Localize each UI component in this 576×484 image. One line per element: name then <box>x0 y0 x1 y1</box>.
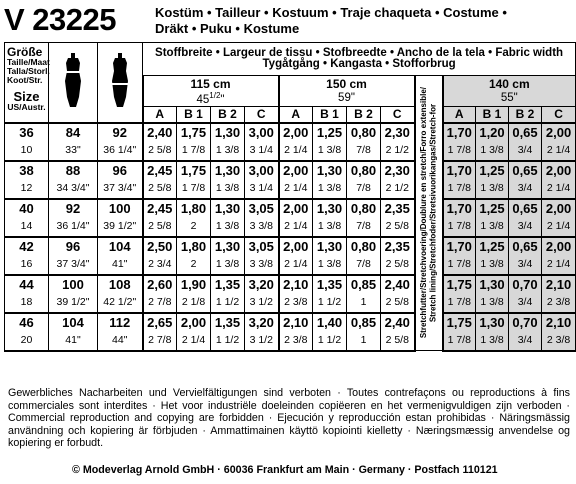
meters-115-c: 3,20 <box>245 313 279 332</box>
meters-140-c: 2,00 <box>542 237 576 256</box>
width-140-inch <box>443 92 576 107</box>
meters-115-c: 3,20 <box>245 275 279 294</box>
yards-140-c: 2 1/4 <box>542 256 576 275</box>
width-150-inch-unit: " <box>350 92 355 104</box>
meters-150-c: 2,40 <box>381 275 415 294</box>
yards-150-b2: 1 <box>347 332 381 351</box>
size-label: Size <box>13 89 40 104</box>
yards-140-a: 1 7/8 <box>443 256 476 275</box>
bust-cm: 96 <box>49 237 98 256</box>
size-us: 14 <box>5 218 49 237</box>
meters-150-b1: 1,35 <box>313 275 347 294</box>
meters-150-c: 2,30 <box>381 161 415 180</box>
groesse-label: Größe <box>7 45 43 59</box>
size-eu: 42 <box>5 237 49 256</box>
yards-115-c: 3 1/2 <box>245 332 279 351</box>
size-us: 10 <box>5 142 49 161</box>
meters-140-a: 1,70 <box>443 237 476 256</box>
yards-150-c: 2 5/8 <box>381 218 415 237</box>
meters-140-b1: 1,30 <box>476 313 509 332</box>
meters-150-a: 2,00 <box>279 123 313 142</box>
lining-label <box>419 87 438 338</box>
meters-150-b2: 0,85 <box>347 275 381 294</box>
yards-140-a: 1 7/8 <box>443 332 476 351</box>
meters-115-b1: 1,80 <box>177 199 211 218</box>
yards-140-b1: 1 3/8 <box>476 332 509 351</box>
bust-inch: 37 3/4" <box>49 256 98 275</box>
meters-150-c: 2,35 <box>381 237 415 256</box>
fabric-width-line2: Tygåtgång • Kangasta • Stofforbrug <box>262 58 456 70</box>
width-150-inch <box>279 92 415 107</box>
meters-140-a: 1,70 <box>443 161 476 180</box>
meters-150-c: 2,30 <box>381 123 415 142</box>
yards-150-a: 2 3/8 <box>279 332 313 351</box>
yards-115-b1: 2 1/8 <box>177 294 211 313</box>
size-us: 20 <box>5 332 49 351</box>
hip-cm: 92 <box>98 123 143 142</box>
yards-115-a: 2 3/4 <box>143 256 177 275</box>
meters-140-a: 1,75 <box>443 313 476 332</box>
yards-115-b1: 2 1/4 <box>177 332 211 351</box>
width-140-inch-unit: " <box>513 92 518 104</box>
garment-names-line1: Kostüm • Tailleur • Kostuum • Traje chaqueta • Costume • <box>155 5 507 20</box>
meters-150-c: 2,35 <box>381 199 415 218</box>
yards-150-b2: 7/8 <box>347 142 381 161</box>
column-head-140-a: A <box>443 107 476 123</box>
copyright-notice: Gewerbliches Nacharbeiten und Vervielfältigungen sind verboten · Toutes contrefaçons ou reproductions à fins commerciales sont interdites · Het voor industriële doeleinden copiëeren en het vermenigvuldigen zijn verboden · Commercial reproduction and copying are forbidden · Ejecución y reproducción estan prohibidas · Näringsmässig användning och kopiering är förbjuden · Ammattimainen käyttö kopiointi kielletty · Næringsmæssig anvendelse og kopiering er forbudt. <box>8 387 570 450</box>
width-115-inch <box>143 92 279 107</box>
bust-inch: 41" <box>49 332 98 351</box>
meters-115-c: 3,05 <box>245 199 279 218</box>
meters-115-b2: 1,35 <box>211 275 245 294</box>
yards-150-b1: 1 1/2 <box>313 332 347 351</box>
column-head-150-a: A <box>279 107 313 123</box>
meters-140-a: 1,70 <box>443 199 476 218</box>
meters-115-a: 2,40 <box>143 123 177 142</box>
yards-140-c: 2 1/4 <box>542 180 576 199</box>
size-row-42-metric <box>5 237 576 256</box>
yards-140-a: 1 7/8 <box>443 294 476 313</box>
column-head-150-b2: B 2 <box>347 107 381 123</box>
bust-inch: 34 3/4" <box>49 180 98 199</box>
yards-150-b1: 1 3/8 <box>313 218 347 237</box>
taille-label-3: Koot/Str. <box>7 75 43 85</box>
column-head-115-b1: B 1 <box>177 107 211 123</box>
size-row-40-metric <box>5 199 576 218</box>
hip-cm: 104 <box>98 237 143 256</box>
meters-115-a: 2,45 <box>143 199 177 218</box>
column-head-150-c: C <box>381 107 415 123</box>
size-row-40-imperial <box>5 218 576 237</box>
yards-115-a: 2 7/8 <box>143 294 177 313</box>
yards-115-a: 2 5/8 <box>143 218 177 237</box>
meters-140-b2: 0,65 <box>509 161 542 180</box>
meters-140-c: 2,00 <box>542 161 576 180</box>
size-row-44-metric <box>5 275 576 294</box>
size-eu: 38 <box>5 161 49 180</box>
meters-140-b2: 0,70 <box>509 275 542 294</box>
yards-140-b2: 3/4 <box>509 218 542 237</box>
publisher-address: © Modeverlag Arnold GmbH · 60036 Frankfurt am Main · Germany · Postfach 110121 <box>72 464 498 476</box>
yards-115-b2: 1 1/2 <box>211 294 245 313</box>
yards-150-b1: 1 3/8 <box>313 180 347 199</box>
width-115-inch-unit: " <box>220 93 225 106</box>
bust-inch: 33" <box>49 142 98 161</box>
yards-115-b2: 1 3/8 <box>211 180 245 199</box>
hip-inch: 44" <box>98 332 143 351</box>
column-head-150-b1: B 1 <box>313 107 347 123</box>
width-150-inch-value: 59 <box>338 92 351 104</box>
lining-label-line2: Stretch lining/Stretchfoder/Stretsivuorikangas/Stretch-for <box>428 103 438 323</box>
hip-cm: 96 <box>98 161 143 180</box>
yards-115-b1: 1 7/8 <box>177 180 211 199</box>
meters-150-a: 2,00 <box>279 237 313 256</box>
yards-140-b2: 3/4 <box>509 294 542 313</box>
garment-names-line2: Dräkt • Puku • Kostume <box>155 21 300 36</box>
yards-115-c: 3 3/8 <box>245 256 279 275</box>
yards-150-b1: 1 3/8 <box>313 256 347 275</box>
width-140-inch-value: 55 <box>500 92 514 104</box>
size-row-36-imperial <box>5 142 576 161</box>
size-row-46-imperial <box>5 332 576 351</box>
yards-115-c: 3 3/8 <box>245 218 279 237</box>
meters-115-a: 2,45 <box>143 161 177 180</box>
fabric-width-header <box>143 43 576 76</box>
meters-115-b2: 1,30 <box>211 161 245 180</box>
hip-inch: 36 1/4" <box>98 142 143 161</box>
us-label: US/Austr. <box>7 102 46 112</box>
yards-140-b1: 1 3/8 <box>476 180 509 199</box>
yards-115-b2: 1 3/8 <box>211 142 245 161</box>
yards-140-a: 1 7/8 <box>443 180 476 199</box>
meters-115-c: 3,00 <box>245 123 279 142</box>
meters-140-c: 2,10 <box>542 275 576 294</box>
size-eu: 44 <box>5 275 49 294</box>
hip-cm: 108 <box>98 275 143 294</box>
yards-115-a: 2 5/8 <box>143 180 177 199</box>
yards-140-a: 1 7/8 <box>443 142 476 161</box>
yards-140-b1: 1 3/8 <box>476 294 509 313</box>
hip-inch: 42 1/2" <box>98 294 143 313</box>
size-eu: 36 <box>5 123 49 142</box>
meters-115-b2: 1,35 <box>211 313 245 332</box>
yards-140-c: 2 1/4 <box>542 142 576 161</box>
yards-140-b2: 3/4 <box>509 256 542 275</box>
meters-115-b1: 2,00 <box>177 313 211 332</box>
meters-115-b2: 1,30 <box>211 199 245 218</box>
size-row-36-metric <box>5 123 576 142</box>
yards-150-b2: 7/8 <box>347 180 381 199</box>
size-us: 12 <box>5 180 49 199</box>
meters-150-c: 2,40 <box>381 313 415 332</box>
yards-140-b2: 3/4 <box>509 142 542 161</box>
yards-150-c: 2 5/8 <box>381 332 415 351</box>
yards-115-a: 2 5/8 <box>143 142 177 161</box>
meters-140-b1: 1,20 <box>476 123 509 142</box>
meters-140-b1: 1,30 <box>476 275 509 294</box>
yards-150-b2: 7/8 <box>347 218 381 237</box>
lining-label-line1: Stretchfutter/Stretchvoering/Doublure en stretch/Forro extensible/ <box>419 87 428 339</box>
meters-150-b1: 1,40 <box>313 313 347 332</box>
width-140-cm: 140 cm <box>443 76 576 92</box>
meters-150-b2: 0,85 <box>347 313 381 332</box>
yards-150-a: 2 3/8 <box>279 294 313 313</box>
meters-115-b2: 1,30 <box>211 237 245 256</box>
bust-icon-cell <box>49 43 98 123</box>
yards-150-b2: 1 <box>347 294 381 313</box>
yards-140-c: 2 3/8 <box>542 294 576 313</box>
yards-115-c: 3 1/4 <box>245 142 279 161</box>
meters-115-b1: 1,80 <box>177 237 211 256</box>
yards-140-a: 1 7/8 <box>443 218 476 237</box>
meters-140-a: 1,75 <box>443 275 476 294</box>
meters-140-c: 2,00 <box>542 199 576 218</box>
yards-150-b1: 1 3/8 <box>313 142 347 161</box>
yards-115-b2: 1 1/2 <box>211 332 245 351</box>
column-head-115-b2: B 2 <box>211 107 245 123</box>
size-yardage-table <box>4 42 576 352</box>
meters-140-b2: 0,65 <box>509 199 542 218</box>
meters-140-b1: 1,25 <box>476 199 509 218</box>
yards-150-b2: 7/8 <box>347 256 381 275</box>
size-row-38-imperial <box>5 180 576 199</box>
yards-150-a: 2 1/4 <box>279 142 313 161</box>
size-eu: 46 <box>5 313 49 332</box>
meters-140-a: 1,70 <box>443 123 476 142</box>
lining-label-cell <box>415 76 443 351</box>
width-115-cm: 115 cm <box>143 76 279 92</box>
yards-150-c: 2 5/8 <box>381 256 415 275</box>
size-header-cell <box>5 43 49 123</box>
meters-150-b2: 0,80 <box>347 199 381 218</box>
yards-150-c: 2 1/2 <box>381 180 415 199</box>
yards-150-a: 2 1/4 <box>279 256 313 275</box>
meters-140-c: 2,10 <box>542 313 576 332</box>
yards-140-c: 2 1/4 <box>542 218 576 237</box>
column-head-115-a: A <box>143 107 177 123</box>
meters-140-b1: 1,25 <box>476 237 509 256</box>
yards-115-c: 3 1/2 <box>245 294 279 313</box>
meters-115-b1: 1,75 <box>177 161 211 180</box>
yards-140-b2: 3/4 <box>509 332 542 351</box>
width-115-inch-value: 45 <box>196 93 210 106</box>
hip-inch: 37 3/4" <box>98 180 143 199</box>
yards-115-b2: 1 3/8 <box>211 218 245 237</box>
meters-115-a: 2,50 <box>143 237 177 256</box>
meters-150-a: 2,00 <box>279 199 313 218</box>
meters-140-b2: 0,65 <box>509 237 542 256</box>
meters-150-b2: 0,80 <box>347 123 381 142</box>
taille-label-1: Taille/Maat <box>7 57 50 67</box>
size-eu: 40 <box>5 199 49 218</box>
hip-cm: 100 <box>98 199 143 218</box>
yards-150-b1: 1 1/2 <box>313 294 347 313</box>
size-row-46-metric <box>5 313 576 332</box>
header <box>4 2 574 42</box>
yards-140-b1: 1 3/8 <box>476 218 509 237</box>
column-head-140-b2: B 2 <box>509 107 542 123</box>
size-row-42-imperial <box>5 256 576 275</box>
size-us: 16 <box>5 256 49 275</box>
yards-150-a: 2 1/4 <box>279 180 313 199</box>
meters-115-a: 2,65 <box>143 313 177 332</box>
yards-150-a: 2 1/4 <box>279 218 313 237</box>
bust-cm: 84 <box>49 123 98 142</box>
hip-inch: 41" <box>98 256 143 275</box>
yards-115-a: 2 7/8 <box>143 332 177 351</box>
yards-115-c: 3 1/4 <box>245 180 279 199</box>
meters-150-a: 2,10 <box>279 313 313 332</box>
meters-115-a: 2,60 <box>143 275 177 294</box>
meters-150-b2: 0,80 <box>347 237 381 256</box>
meters-140-b2: 0,70 <box>509 313 542 332</box>
yards-140-c: 2 3/8 <box>542 332 576 351</box>
bust-dress-icon <box>60 51 86 111</box>
size-row-38-metric <box>5 161 576 180</box>
column-head-140-b1: B 1 <box>476 107 509 123</box>
yards-150-c: 2 5/8 <box>381 294 415 313</box>
yards-150-c: 2 1/2 <box>381 142 415 161</box>
bust-cm: 100 <box>49 275 98 294</box>
width-150-cm: 150 cm <box>279 76 415 92</box>
taille-label-2: Talla/Storl. <box>7 66 50 76</box>
meters-150-b1: 1,30 <box>313 161 347 180</box>
meters-150-b1: 1,25 <box>313 123 347 142</box>
bust-cm: 104 <box>49 313 98 332</box>
meters-150-b2: 0,80 <box>347 161 381 180</box>
yards-115-b1: 2 <box>177 218 211 237</box>
hip-icon-cell <box>98 43 143 123</box>
size-us: 18 <box>5 294 49 313</box>
meters-115-b2: 1,30 <box>211 123 245 142</box>
meters-115-c: 3,00 <box>245 161 279 180</box>
meters-150-a: 2,00 <box>279 161 313 180</box>
bust-cm: 88 <box>49 161 98 180</box>
meters-115-c: 3,05 <box>245 237 279 256</box>
bust-cm: 92 <box>49 199 98 218</box>
hip-dress-icon <box>107 51 133 111</box>
meters-140-b2: 0,65 <box>509 123 542 142</box>
fabric-width-line1: Stoffbreite • Largeur de tissu • Stofbreedte • Ancho de la tela • Fabric width <box>155 46 564 59</box>
meters-150-b1: 1,30 <box>313 199 347 218</box>
bust-inch: 36 1/4" <box>49 218 98 237</box>
size-row-44-imperial <box>5 294 576 313</box>
pattern-code: V 23225 <box>4 2 116 37</box>
yards-115-b1: 1 7/8 <box>177 142 211 161</box>
hip-cm: 112 <box>98 313 143 332</box>
width-115-inch-fraction: 1/2 <box>209 90 221 100</box>
hip-inch: 39 1/2" <box>98 218 143 237</box>
meters-115-b1: 1,75 <box>177 123 211 142</box>
bust-inch: 39 1/2" <box>49 294 98 313</box>
yards-115-b1: 2 <box>177 256 211 275</box>
meters-150-a: 2,10 <box>279 275 313 294</box>
meters-115-b1: 1,90 <box>177 275 211 294</box>
column-head-140-c: C <box>542 107 576 123</box>
meters-140-b1: 1,25 <box>476 161 509 180</box>
column-head-115-c: C <box>245 107 279 123</box>
yards-140-b1: 1 3/8 <box>476 256 509 275</box>
meters-140-c: 2,00 <box>542 123 576 142</box>
yards-115-b2: 1 3/8 <box>211 256 245 275</box>
yards-140-b1: 1 3/8 <box>476 142 509 161</box>
meters-150-b1: 1,30 <box>313 237 347 256</box>
yards-140-b2: 3/4 <box>509 180 542 199</box>
